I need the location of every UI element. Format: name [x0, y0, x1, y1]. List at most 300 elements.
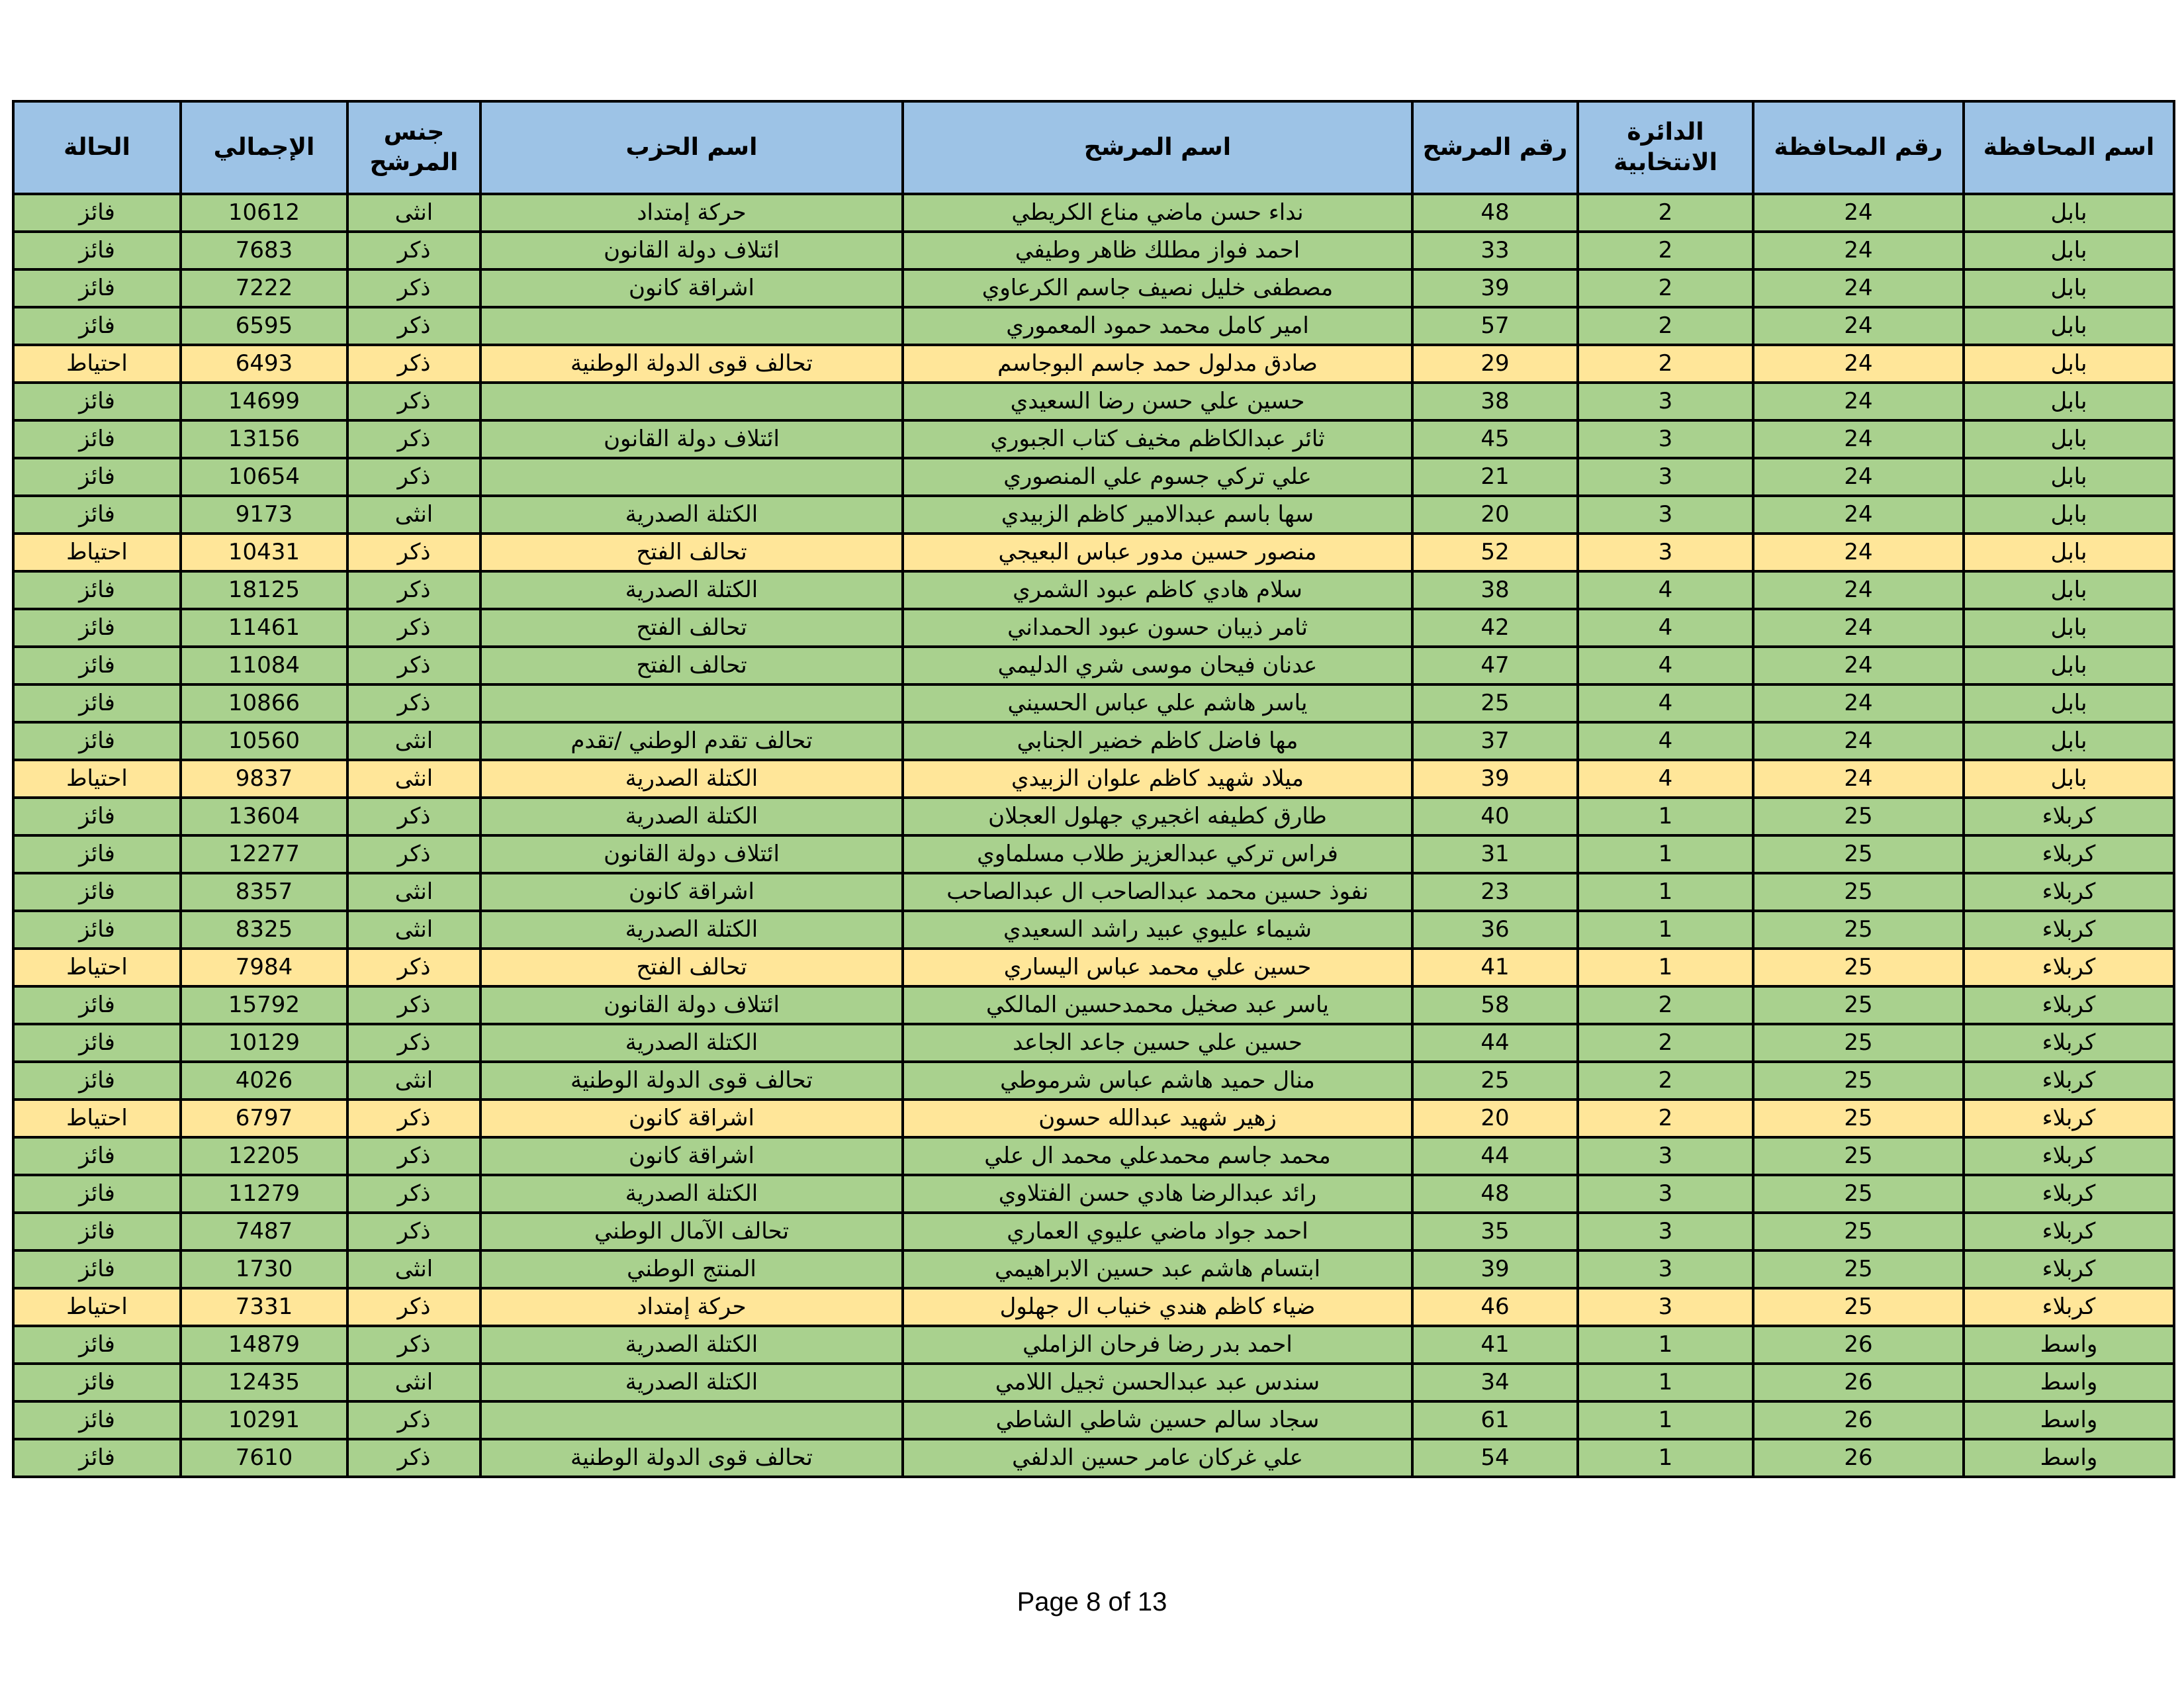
cell-candidate-number: 34: [1412, 1364, 1578, 1401]
cell-candidate-name: حسين علي حسن رضا السعيدي: [903, 383, 1412, 420]
table-row: [13, 1401, 2174, 1439]
cell-status: فائز: [13, 1250, 181, 1288]
cell-province-number: 25: [1753, 798, 1964, 835]
cell-candidate-name: نفوذ حسين محمد عبدالصاحب ال عبدالصاحب: [903, 873, 1412, 911]
header-status: الحالة: [13, 101, 181, 194]
table-row: [13, 1137, 2174, 1175]
cell-party-name: تحالف قوى الدولة الوطنية: [480, 345, 903, 383]
cell-candidate-name: صادق مدلول حمد جاسم البوجاسم: [903, 345, 1412, 383]
cell-province-number: 24: [1753, 609, 1964, 647]
cell-province-name: كربلاء: [1964, 1062, 2174, 1100]
cell-province-name: بابل: [1964, 307, 2174, 345]
cell-candidate-name: حسين علي محمد عباس اليساري: [903, 949, 1412, 986]
cell-candidate-number: 48: [1412, 1175, 1578, 1213]
table-row: [13, 1439, 2174, 1477]
cell-district: 4: [1578, 722, 1753, 760]
cell-gender: ذكر: [347, 1401, 480, 1439]
cell-candidate-name: علي تركي جسوم علي المنصوري: [903, 458, 1412, 496]
cell-province-number: 25: [1753, 835, 1964, 873]
cell-province-name: كربلاء: [1964, 949, 2174, 986]
cell-province-name: بابل: [1964, 684, 2174, 722]
table-row: [13, 1326, 2174, 1364]
cell-candidate-name: سندس عبد عبدالحسن ثجيل اللامي: [903, 1364, 1412, 1401]
table-row: [13, 269, 2174, 307]
cell-district: 1: [1578, 1401, 1753, 1439]
table-row: [13, 798, 2174, 835]
page-number: Page 8 of 13: [1017, 1587, 1167, 1617]
cell-gender: ذكر: [347, 1024, 480, 1062]
cell-status: احتياط: [13, 534, 181, 571]
cell-candidate-name: سجاد سالم حسين شاطي الشاطي: [903, 1401, 1412, 1439]
cell-candidate-name: مها فاضل كاظم خضير الجنابي: [903, 722, 1412, 760]
cell-district: 3: [1578, 496, 1753, 534]
cell-gender: ذكر: [347, 798, 480, 835]
table-row: [13, 496, 2174, 534]
cell-candidate-number: 46: [1412, 1288, 1578, 1326]
cell-total: 11279: [181, 1175, 347, 1213]
cell-total: 13604: [181, 798, 347, 835]
table-body: [13, 194, 2174, 1477]
cell-province-name: كربلاء: [1964, 1175, 2174, 1213]
cell-total: 14699: [181, 383, 347, 420]
cell-total: 6595: [181, 307, 347, 345]
cell-candidate-number: 36: [1412, 911, 1578, 949]
cell-province-number: 24: [1753, 383, 1964, 420]
cell-status: احتياط: [13, 345, 181, 383]
cell-status: فائز: [13, 420, 181, 458]
table-row: [13, 1213, 2174, 1250]
cell-candidate-number: 38: [1412, 571, 1578, 609]
cell-candidate-number: 44: [1412, 1137, 1578, 1175]
table-header: [13, 101, 2174, 194]
cell-candidate-name: سلام هادي كاظم عبود الشمري: [903, 571, 1412, 609]
header-candidate-name: اسم المرشح: [903, 101, 1412, 194]
cell-status: فائز: [13, 307, 181, 345]
cell-candidate-number: 25: [1412, 1062, 1578, 1100]
cell-status: فائز: [13, 1024, 181, 1062]
cell-district: 1: [1578, 873, 1753, 911]
table-row: [13, 1364, 2174, 1401]
cell-total: 7331: [181, 1288, 347, 1326]
cell-district: 1: [1578, 911, 1753, 949]
cell-province-number: 24: [1753, 307, 1964, 345]
cell-province-number: 25: [1753, 1100, 1964, 1137]
cell-province-name: كربلاء: [1964, 1024, 2174, 1062]
cell-district: 3: [1578, 458, 1753, 496]
cell-province-name: كربلاء: [1964, 798, 2174, 835]
cell-total: 10866: [181, 684, 347, 722]
cell-province-name: بابل: [1964, 760, 2174, 798]
cell-candidate-number: 58: [1412, 986, 1578, 1024]
cell-total: 8357: [181, 873, 347, 911]
table-row: [13, 911, 2174, 949]
cell-gender: ذكر: [347, 1100, 480, 1137]
cell-party-name: الكتلة الصدرية: [480, 496, 903, 534]
header-gender: جنس المرشح: [347, 101, 480, 194]
cell-gender: ذكر: [347, 1326, 480, 1364]
table-row: [13, 232, 2174, 269]
cell-party-name: ائتلاف دولة القانون: [480, 986, 903, 1024]
cell-province-name: بابل: [1964, 534, 2174, 571]
cell-province-number: 26: [1753, 1439, 1964, 1477]
cell-province-number: 24: [1753, 571, 1964, 609]
table-row: [13, 420, 2174, 458]
cell-candidate-number: 39: [1412, 1250, 1578, 1288]
cell-candidate-number: 54: [1412, 1439, 1578, 1477]
cell-candidate-name: ميلاد شهيد كاظم علوان الزبيدي: [903, 760, 1412, 798]
cell-total: 6797: [181, 1100, 347, 1137]
cell-gender: ذكر: [347, 647, 480, 684]
cell-party-name: تحالف الفتح: [480, 609, 903, 647]
cell-candidate-name: احمد بدر رضا فرحان الزاملي: [903, 1326, 1412, 1364]
header-row: [13, 101, 2174, 194]
cell-province-number: 25: [1753, 949, 1964, 986]
cell-province-name: واسط: [1964, 1326, 2174, 1364]
cell-candidate-number: 44: [1412, 1024, 1578, 1062]
cell-gender: انثى: [347, 194, 480, 232]
cell-district: 4: [1578, 684, 1753, 722]
cell-gender: ذكر: [347, 571, 480, 609]
cell-candidate-name: زهير شهيد عبدالله حسون: [903, 1100, 1412, 1137]
cell-status: فائز: [13, 194, 181, 232]
cell-candidate-number: 57: [1412, 307, 1578, 345]
cell-district: 2: [1578, 269, 1753, 307]
cell-party-name: الكتلة الصدرية: [480, 760, 903, 798]
table-row: [13, 1100, 2174, 1137]
cell-status: فائز: [13, 911, 181, 949]
cell-district: 1: [1578, 1326, 1753, 1364]
cell-gender: انثى: [347, 911, 480, 949]
cell-candidate-number: 39: [1412, 269, 1578, 307]
results-table: [12, 100, 2175, 1478]
cell-candidate-number: 38: [1412, 383, 1578, 420]
cell-province-number: 26: [1753, 1364, 1964, 1401]
cell-candidate-number: 33: [1412, 232, 1578, 269]
table-row: [13, 722, 2174, 760]
cell-province-number: 25: [1753, 1288, 1964, 1326]
cell-district: 2: [1578, 1062, 1753, 1100]
table-row: [13, 986, 2174, 1024]
cell-total: 9837: [181, 760, 347, 798]
cell-party-name: ائتلاف دولة القانون: [480, 232, 903, 269]
cell-party-name: تحالف قوى الدولة الوطنية: [480, 1439, 903, 1477]
cell-candidate-name: علي غركان عامر حسين الدلفي: [903, 1439, 1412, 1477]
header-district: الدائرة الانتخابية: [1578, 101, 1753, 194]
cell-province-name: كربلاء: [1964, 1250, 2174, 1288]
cell-total: 13156: [181, 420, 347, 458]
cell-party-name: حركة إمتداد: [480, 1288, 903, 1326]
cell-status: فائز: [13, 1213, 181, 1250]
cell-status: احتياط: [13, 1100, 181, 1137]
cell-candidate-name: ضياء كاظم هندي خنياب ال جهلول: [903, 1288, 1412, 1326]
cell-party-name: الكتلة الصدرية: [480, 571, 903, 609]
cell-district: 2: [1578, 986, 1753, 1024]
cell-province-number: 26: [1753, 1401, 1964, 1439]
cell-status: فائز: [13, 571, 181, 609]
cell-candidate-name: مصطفى خليل نصيف جاسم الكرعاوي: [903, 269, 1412, 307]
cell-status: فائز: [13, 684, 181, 722]
cell-province-name: كربلاء: [1964, 1137, 2174, 1175]
cell-province-number: 24: [1753, 534, 1964, 571]
cell-gender: ذكر: [347, 986, 480, 1024]
cell-status: فائز: [13, 232, 181, 269]
cell-candidate-number: 25: [1412, 684, 1578, 722]
cell-district: 1: [1578, 1439, 1753, 1477]
cell-district: 3: [1578, 534, 1753, 571]
cell-gender: ذكر: [347, 1213, 480, 1250]
cell-total: 12205: [181, 1137, 347, 1175]
cell-district: 1: [1578, 798, 1753, 835]
cell-province-name: بابل: [1964, 420, 2174, 458]
cell-province-name: بابل: [1964, 647, 2174, 684]
cell-gender: ذكر: [347, 1288, 480, 1326]
cell-candidate-number: 20: [1412, 496, 1578, 534]
cell-province-number: 24: [1753, 496, 1964, 534]
cell-status: احتياط: [13, 949, 181, 986]
cell-province-number: 24: [1753, 345, 1964, 383]
cell-province-name: بابل: [1964, 269, 2174, 307]
cell-candidate-name: منال حميد هاشم عباس شرموطي: [903, 1062, 1412, 1100]
cell-district: 3: [1578, 383, 1753, 420]
cell-candidate-number: 23: [1412, 873, 1578, 911]
table-row: [13, 345, 2174, 383]
cell-district: 4: [1578, 647, 1753, 684]
cell-status: فائز: [13, 1326, 181, 1364]
cell-province-number: 25: [1753, 1137, 1964, 1175]
cell-province-number: 24: [1753, 458, 1964, 496]
cell-party-name: تحالف الآمال الوطني: [480, 1213, 903, 1250]
table-row: [13, 949, 2174, 986]
cell-candidate-number: 41: [1412, 1326, 1578, 1364]
cell-gender: ذكر: [347, 609, 480, 647]
table-row: [13, 194, 2174, 232]
cell-district: 2: [1578, 194, 1753, 232]
cell-total: 10654: [181, 458, 347, 496]
cell-candidate-name: احمد جواد ماضي عليوي العماري: [903, 1213, 1412, 1250]
header-candidate-number: رقم المرشح: [1412, 101, 1578, 194]
cell-candidate-number: 37: [1412, 722, 1578, 760]
cell-province-name: كربلاء: [1964, 986, 2174, 1024]
cell-candidate-name: طارق كطيفه اغجيري جهلول العجلان: [903, 798, 1412, 835]
cell-district: 2: [1578, 1024, 1753, 1062]
cell-province-number: 25: [1753, 1024, 1964, 1062]
cell-total: 12435: [181, 1364, 347, 1401]
cell-party-name: تحالف الفتح: [480, 534, 903, 571]
cell-gender: ذكر: [347, 1175, 480, 1213]
cell-total: 8325: [181, 911, 347, 949]
table-row: [13, 307, 2174, 345]
cell-total: 7487: [181, 1213, 347, 1250]
cell-status: فائز: [13, 496, 181, 534]
cell-party-name: اشراقة كانون: [480, 269, 903, 307]
cell-status: فائز: [13, 722, 181, 760]
cell-gender: انثى: [347, 1250, 480, 1288]
cell-province-name: واسط: [1964, 1439, 2174, 1477]
cell-candidate-number: 39: [1412, 760, 1578, 798]
table-row: [13, 1024, 2174, 1062]
cell-total: 7984: [181, 949, 347, 986]
cell-candidate-name: ياسر هاشم علي عباس الحسيني: [903, 684, 1412, 722]
cell-party-name: تحالف قوى الدولة الوطنية: [480, 1062, 903, 1100]
cell-party-name: الكتلة الصدرية: [480, 1024, 903, 1062]
cell-party-name: اشراقة كانون: [480, 873, 903, 911]
cell-party-name: الكتلة الصدرية: [480, 1326, 903, 1364]
cell-gender: ذكر: [347, 420, 480, 458]
cell-status: فائز: [13, 1137, 181, 1175]
cell-status: فائز: [13, 1364, 181, 1401]
cell-district: 4: [1578, 609, 1753, 647]
cell-province-number: 26: [1753, 1326, 1964, 1364]
cell-party-name: [480, 307, 903, 345]
cell-candidate-number: 35: [1412, 1213, 1578, 1250]
cell-province-name: بابل: [1964, 571, 2174, 609]
cell-status: فائز: [13, 1175, 181, 1213]
table-row: [13, 1062, 2174, 1100]
table-row: [13, 609, 2174, 647]
cell-total: 11084: [181, 647, 347, 684]
cell-province-name: واسط: [1964, 1364, 2174, 1401]
cell-gender: ذكر: [347, 1439, 480, 1477]
cell-total: 15792: [181, 986, 347, 1024]
cell-candidate-number: 52: [1412, 534, 1578, 571]
table-row: [13, 458, 2174, 496]
cell-candidate-name: فراس تركي عبدالعزيز طلاب مسلماوي: [903, 835, 1412, 873]
cell-candidate-number: 41: [1412, 949, 1578, 986]
cell-party-name: ائتلاف دولة القانون: [480, 420, 903, 458]
cell-total: 7610: [181, 1439, 347, 1477]
cell-province-number: 24: [1753, 722, 1964, 760]
cell-province-number: 24: [1753, 269, 1964, 307]
cell-total: 11461: [181, 609, 347, 647]
cell-party-name: [480, 684, 903, 722]
cell-total: 1730: [181, 1250, 347, 1288]
cell-status: فائز: [13, 609, 181, 647]
cell-candidate-number: 31: [1412, 835, 1578, 873]
cell-district: 3: [1578, 1137, 1753, 1175]
cell-district: 4: [1578, 571, 1753, 609]
cell-province-name: بابل: [1964, 345, 2174, 383]
cell-province-name: كربلاء: [1964, 835, 2174, 873]
cell-candidate-number: 48: [1412, 194, 1578, 232]
cell-district: 1: [1578, 1364, 1753, 1401]
cell-candidate-number: 61: [1412, 1401, 1578, 1439]
cell-total: 7683: [181, 232, 347, 269]
cell-total: 12277: [181, 835, 347, 873]
cell-province-number: 24: [1753, 420, 1964, 458]
header-province-name: اسم المحافظة: [1964, 101, 2174, 194]
cell-province-number: 25: [1753, 1062, 1964, 1100]
cell-province-name: كربلاء: [1964, 911, 2174, 949]
cell-candidate-name: محمد جاسم محمدعلي محمد ال علي: [903, 1137, 1412, 1175]
cell-gender: ذكر: [347, 269, 480, 307]
cell-party-name: المنتج الوطني: [480, 1250, 903, 1288]
table-row: [13, 873, 2174, 911]
cell-candidate-name: ياسر عبد صخيل محمدحسين المالكي: [903, 986, 1412, 1024]
cell-candidate-name: سها باسم عبدالامير كاظم الزبيدي: [903, 496, 1412, 534]
cell-gender: ذكر: [347, 458, 480, 496]
table-row: [13, 1175, 2174, 1213]
cell-province-name: واسط: [1964, 1401, 2174, 1439]
cell-party-name: الكتلة الصدرية: [480, 1364, 903, 1401]
cell-status: فائز: [13, 1062, 181, 1100]
table-row: [13, 835, 2174, 873]
table-row: [13, 383, 2174, 420]
cell-party-name: تحالف تقدم الوطني /تقدم: [480, 722, 903, 760]
cell-gender: ذكر: [347, 232, 480, 269]
header-province-number: رقم المحافظة: [1753, 101, 1964, 194]
cell-district: 3: [1578, 420, 1753, 458]
cell-gender: انثى: [347, 1364, 480, 1401]
cell-district: 3: [1578, 1288, 1753, 1326]
cell-province-name: كربلاء: [1964, 1288, 2174, 1326]
cell-province-name: بابل: [1964, 496, 2174, 534]
cell-district: 2: [1578, 307, 1753, 345]
cell-candidate-name: ابتسام هاشم عبد حسين الابراهيمي: [903, 1250, 1412, 1288]
cell-candidate-name: منصور حسين مدور عباس البعيجي: [903, 534, 1412, 571]
cell-province-name: كربلاء: [1964, 873, 2174, 911]
cell-district: 3: [1578, 1175, 1753, 1213]
cell-province-number: 25: [1753, 986, 1964, 1024]
cell-gender: انثى: [347, 722, 480, 760]
cell-status: فائز: [13, 873, 181, 911]
header-total: الإجمالي: [181, 101, 347, 194]
cell-status: فائز: [13, 269, 181, 307]
cell-gender: ذكر: [347, 684, 480, 722]
cell-party-name: ائتلاف دولة القانون: [480, 835, 903, 873]
cell-candidate-number: 21: [1412, 458, 1578, 496]
cell-total: 10129: [181, 1024, 347, 1062]
cell-district: 2: [1578, 345, 1753, 383]
cell-province-number: 25: [1753, 911, 1964, 949]
cell-gender: انثى: [347, 760, 480, 798]
cell-status: فائز: [13, 798, 181, 835]
cell-gender: انثى: [347, 1062, 480, 1100]
cell-province-name: بابل: [1964, 722, 2174, 760]
cell-party-name: تحالف الفتح: [480, 647, 903, 684]
cell-status: فائز: [13, 835, 181, 873]
cell-gender: ذكر: [347, 949, 480, 986]
cell-gender: انثى: [347, 873, 480, 911]
table-row: [13, 647, 2174, 684]
table-row: [13, 534, 2174, 571]
cell-gender: ذكر: [347, 345, 480, 383]
cell-province-name: بابل: [1964, 194, 2174, 232]
cell-total: 4026: [181, 1062, 347, 1100]
table-row: [13, 684, 2174, 722]
cell-candidate-number: 20: [1412, 1100, 1578, 1137]
cell-province-number: 25: [1753, 1250, 1964, 1288]
cell-party-name: اشراقة كانون: [480, 1137, 903, 1175]
cell-district: 3: [1578, 1250, 1753, 1288]
cell-candidate-number: 45: [1412, 420, 1578, 458]
cell-district: 1: [1578, 949, 1753, 986]
cell-gender: ذكر: [347, 1137, 480, 1175]
cell-candidate-number: 47: [1412, 647, 1578, 684]
cell-district: 2: [1578, 232, 1753, 269]
cell-candidate-name: حسين علي حسين جاعد الجاعد: [903, 1024, 1412, 1062]
cell-gender: انثى: [347, 496, 480, 534]
cell-province-name: كربلاء: [1964, 1213, 2174, 1250]
cell-candidate-name: ثامر ذيبان حسون عبود الحمداني: [903, 609, 1412, 647]
cell-total: 9173: [181, 496, 347, 534]
cell-party-name: تحالف الفتح: [480, 949, 903, 986]
cell-province-number: 25: [1753, 1175, 1964, 1213]
table-row: [13, 760, 2174, 798]
cell-province-name: بابل: [1964, 458, 2174, 496]
cell-party-name: الكتلة الصدرية: [480, 798, 903, 835]
cell-province-number: 24: [1753, 232, 1964, 269]
cell-candidate-number: 42: [1412, 609, 1578, 647]
